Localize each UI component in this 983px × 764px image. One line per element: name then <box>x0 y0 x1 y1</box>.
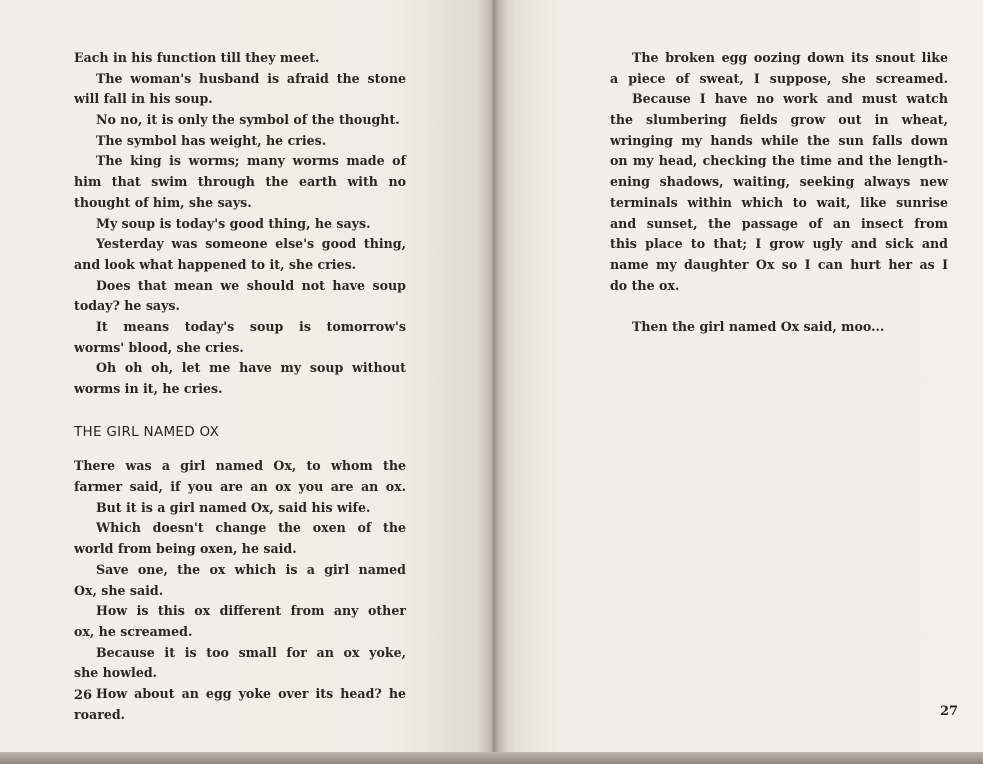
closing-line: Then the girl named Ox said, moo... <box>632 318 885 334</box>
page-bottom-edge <box>0 752 983 764</box>
left-page-text <box>74 48 406 725</box>
text-line: Because I have no work and must watch <box>632 91 948 107</box>
text-line: Does that mean we should not have soup <box>96 277 406 293</box>
text-line: worms' blood, she cries. <box>74 339 244 355</box>
text-line: Ox, she said. <box>74 582 164 598</box>
page-number-left: 26 <box>74 688 93 703</box>
text-line: The king is worms; many worms made of <box>96 153 406 169</box>
text-line: the slumbering fields grow out in wheat, <box>610 112 948 128</box>
text-line: wringing my hands while the sun falls down <box>610 132 948 148</box>
text-line: this place to that; I grow ugly and sick and <box>610 236 948 252</box>
text-line: Which doesn't change the oxen of the <box>96 520 406 536</box>
text-line: do the ox. <box>610 277 680 293</box>
text-line: and sunset, the passage of an insect from <box>610 215 948 231</box>
text-line: world from being oxen, he said. <box>74 541 297 557</box>
text-line: today? he says. <box>74 298 180 314</box>
text-line: roared. <box>74 706 126 722</box>
text-line: terminals within which to wait, like sunrise <box>610 194 948 210</box>
text-line: a piece of sweat, I suppose, she screamed. <box>610 70 948 86</box>
text-line: The woman's husband is afraid the stone <box>96 70 406 86</box>
text-line: My soup is today's good thing, he says. <box>96 215 371 231</box>
poem-heading: THE GIRL NAMED OX <box>74 423 220 440</box>
text-line: Yesterday was someone else's good thing, <box>96 236 406 252</box>
stanza-gap <box>610 296 948 317</box>
text-line: farmer said, if you are an ox you are an ox. <box>74 479 406 495</box>
text-line: How is this ox different from any other <box>96 603 406 619</box>
text-line: How about an egg yoke over its head? he <box>96 685 406 701</box>
text-line: Because it is too small for an ox yoke, <box>96 644 406 660</box>
text-line: Oh oh oh, let me have my soup without <box>96 360 406 376</box>
text-line: ox, he screamed. <box>74 623 193 639</box>
page-number-right: 27 <box>940 704 959 719</box>
text-line: name my daughter Ox so I can hurt her as I <box>610 256 948 272</box>
right-poem-lines <box>610 48 948 296</box>
book-gutter <box>478 0 508 764</box>
text-line: It means today's soup is tomorrow's <box>96 318 406 334</box>
text-line: But it is a girl named Ox, said his wife. <box>96 499 371 515</box>
text-line: worms in it, he cries. <box>74 381 223 396</box>
text-line: and look what happened to it, she cries. <box>74 256 357 272</box>
girl-named-ox-lines <box>74 456 406 725</box>
text-line: The broken egg oozing down its snout like <box>632 50 948 65</box>
text-line: Each in his function till they meet. <box>74 50 320 65</box>
right-page <box>492 0 983 756</box>
left-page <box>0 0 492 756</box>
text-line: will fall in his soup. <box>74 91 213 107</box>
text-line: on my head, checking the time and the length- <box>610 153 948 169</box>
text-line: There was a girl named Ox, to whom the <box>74 458 406 474</box>
text-line: The symbol has weight, he cries. <box>96 132 327 148</box>
right-page-text <box>610 48 948 338</box>
text-line: Save one, the ox which is a girl named <box>96 561 406 577</box>
text-line: thought of him, she says. <box>74 194 252 210</box>
text-line: him that swim through the earth with no <box>74 174 406 190</box>
text-line: she howled. <box>74 665 158 681</box>
text-line: ening shadows, waiting, seeking always new <box>610 174 948 190</box>
text-line: No no, it is only the symbol of the thought. <box>96 112 400 128</box>
left-poem-lines <box>74 48 406 400</box>
